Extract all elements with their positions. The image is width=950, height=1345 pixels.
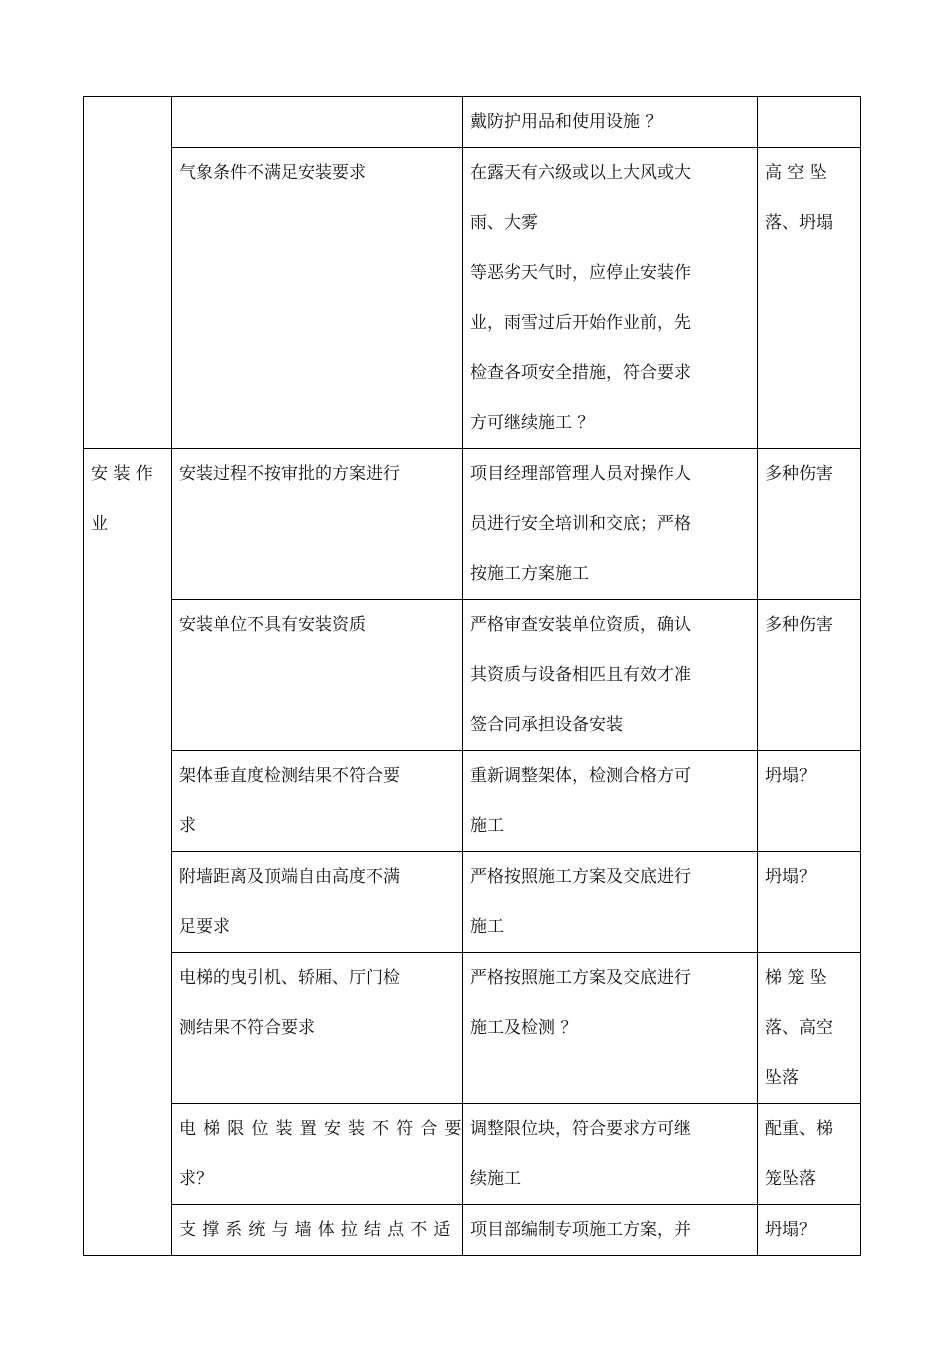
hazard-line: 支撑系统与墙体拉结点不适 (179, 1220, 457, 1240)
accident-cell (758, 1104, 861, 1205)
hazard-cell (172, 449, 463, 600)
measure-line: 严格按照施工方案及交底进行 (470, 968, 691, 988)
measure-line: 签合同承担设备安装 (470, 715, 623, 735)
measure-cell (463, 751, 758, 852)
hazard-line: 安装单位不具有安装资质 (179, 615, 366, 635)
measure-line: 等恶劣天气时，应停止安装作 (470, 263, 691, 283)
accident-cell (758, 751, 861, 852)
measure-line: 戴防护用品和使用设施 ？ (470, 112, 663, 132)
measure-line: 方可继续施工 ？ (470, 413, 595, 433)
measure-line: 续施工 (470, 1169, 521, 1189)
measure-cell (463, 97, 758, 148)
risk-table (83, 96, 861, 1256)
hazard-line: 足要求 (179, 917, 230, 937)
table-row (84, 953, 861, 1104)
hazard-line: 安装过程不按审批的方案进行 (179, 464, 400, 484)
measure-cell (463, 1205, 758, 1256)
accident-line: 配重、梯 (765, 1119, 833, 1139)
measure-line: 严格审查安装单位资质，确认 (470, 615, 691, 635)
stage-line: 业 (91, 514, 108, 534)
measure-line: 施工及检测 ？ (470, 1018, 578, 1038)
hazard-cell (172, 600, 463, 751)
table-row (84, 148, 861, 449)
measure-line: 员进行安全培训和交底；严格 (470, 514, 691, 534)
hazard-line: 求 (179, 816, 196, 836)
hazard-cell (172, 953, 463, 1104)
table-row (84, 1205, 861, 1256)
accident-cell (758, 852, 861, 953)
accident-line: 多种伤害 (765, 464, 833, 484)
hazard-cell (172, 97, 463, 148)
measure-line: 其资质与设备相匹且有效才准 (470, 665, 691, 685)
table-row (84, 449, 861, 600)
accident-line: 多种伤害 (765, 615, 833, 635)
accident-cell (758, 97, 861, 148)
hazard-cell (172, 1205, 463, 1256)
measure-cell (463, 852, 758, 953)
measure-line: 业，雨雪过后开始作业前，先 (470, 313, 691, 333)
accident-cell (758, 148, 861, 449)
hazard-cell (172, 852, 463, 953)
accident-line: 坍塌？ (765, 766, 816, 786)
hazard-line: 求？ (179, 1169, 213, 1189)
measure-cell (463, 953, 758, 1104)
measure-cell (463, 1104, 758, 1205)
measure-line: 重新调整架体，检测合格方可 (470, 766, 691, 786)
accident-line: 坠落 (765, 1068, 799, 1088)
measure-cell (463, 449, 758, 600)
table-row (84, 97, 861, 148)
hazard-line: 电梯限位装置安装不符合要 (179, 1119, 469, 1139)
stage-cell (84, 449, 172, 1256)
hazard-cell (172, 148, 463, 449)
measure-line: 项目经理部管理人员对操作人 (470, 464, 691, 484)
accident-line: 落、高空 (765, 1018, 833, 1038)
table-row (84, 852, 861, 953)
measure-line: 严格按照施工方案及交底进行 (470, 867, 691, 887)
hazard-line: 附墙距离及顶端自由高度不满 (179, 867, 400, 887)
accident-cell (758, 600, 861, 751)
measure-cell (463, 148, 758, 449)
measure-line: 施工 (470, 816, 504, 836)
stage-cell-empty (84, 97, 172, 449)
stage-line: 安 装 作 (91, 464, 153, 484)
measure-line: 按施工方案施工 (470, 564, 589, 584)
accident-line: 坍塌？ (765, 1220, 816, 1240)
accident-cell (758, 1205, 861, 1256)
accident-cell (758, 953, 861, 1104)
accident-line: 高 空 坠 (765, 163, 827, 183)
measure-line: 在露天有六级或以上大风或大 (470, 163, 691, 183)
measure-line: 调整限位块，符合要求方可继 (470, 1119, 691, 1139)
table-row (84, 1104, 861, 1205)
accident-line: 坍塌？ (765, 867, 816, 887)
hazard-cell (172, 1104, 469, 1205)
accident-cell (758, 449, 861, 600)
measure-cell (463, 600, 758, 751)
hazard-line: 气象条件不满足安装要求 (179, 163, 366, 183)
measure-line: 施工 (470, 917, 504, 937)
measure-line: 检查各项安全措施，符合要求 (470, 363, 691, 383)
accident-line: 落、坍塌 (765, 213, 833, 233)
measure-line: 雨、大雾 (470, 213, 538, 233)
measure-line: 项目部编制专项施工方案，并 (470, 1220, 691, 1240)
hazard-line: 架体垂直度检测结果不符合要 (179, 766, 400, 786)
accident-line: 笼坠落 (765, 1169, 816, 1189)
hazard-line: 测结果不符合要求 (179, 1018, 315, 1038)
accident-line: 梯 笼 坠 (765, 968, 827, 988)
table-row (84, 600, 861, 751)
hazard-cell (172, 751, 463, 852)
table-row (84, 751, 861, 852)
hazard-line: 电梯的曳引机、轿厢、厅门检 (179, 968, 400, 988)
